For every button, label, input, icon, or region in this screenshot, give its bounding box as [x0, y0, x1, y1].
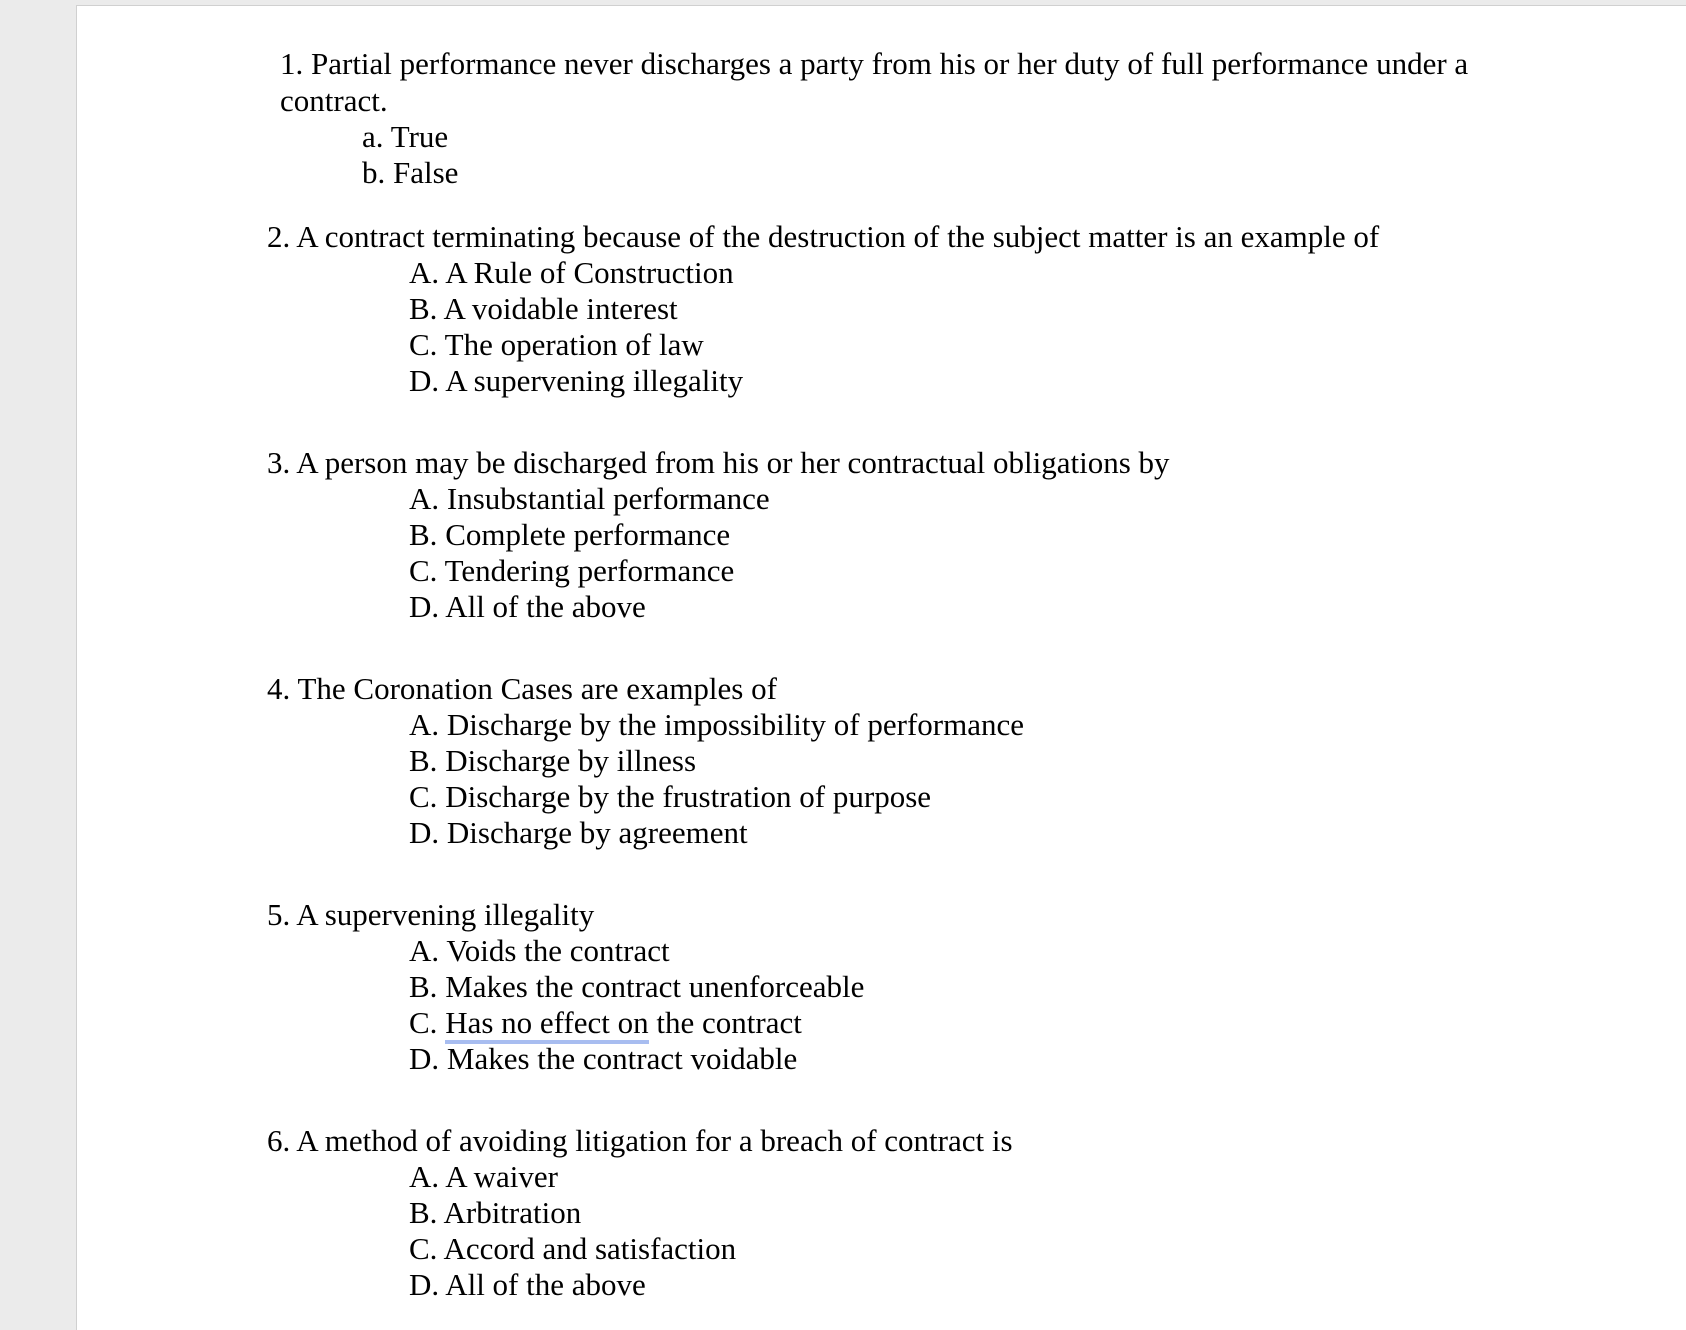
- option-b: B. A voidable interest: [409, 291, 678, 326]
- option-b: B. Complete performance: [409, 517, 731, 552]
- option-c: C. Accord and satisfaction: [409, 1231, 737, 1266]
- option-b: B. Discharge by illness: [409, 743, 697, 778]
- option-d: D. A supervening illegality: [409, 363, 744, 398]
- question-5-text: [77, 896, 1577, 933]
- question-number: 3.: [267, 445, 291, 480]
- option-a: A. Insubstantial performance: [409, 481, 770, 516]
- option-a: A. Discharge by the impossibility of performance: [409, 707, 1024, 742]
- option-b: b. False: [362, 155, 459, 190]
- option-d: D. Discharge by agreement: [409, 815, 748, 850]
- question-6: [77, 1122, 1577, 1303]
- question-3-text: [77, 444, 1577, 481]
- question-4-text: [77, 670, 1577, 707]
- question-stem: A person may be discharged from his or her contractual obligations by: [296, 445, 1170, 480]
- left-gutter: [0, 0, 76, 1330]
- question-number: 4.: [267, 671, 291, 706]
- question-3: [77, 444, 1577, 625]
- question-stem: The Coronation Cases are examples of: [297, 671, 777, 706]
- document-page[interactable]: [76, 5, 1686, 1330]
- question-number: 1.: [280, 46, 304, 81]
- option-b: B. Arbitration: [409, 1195, 582, 1230]
- option-d: D. All of the above: [409, 1267, 646, 1302]
- option-d: D. All of the above: [409, 589, 646, 624]
- option-d: D. Makes the contract voidable: [409, 1041, 798, 1076]
- option-a: a. True: [362, 119, 449, 154]
- question-1-text: [77, 45, 1580, 119]
- question-stem: A contract terminating because of the destruction of the subject matter is an example of: [296, 219, 1380, 254]
- question-stem: A method of avoiding litigation for a breach of contract is: [296, 1123, 1013, 1158]
- question-6-text: [77, 1122, 1577, 1159]
- question-stem: Partial performance never discharges a party from his or her duty of full performance under a contract.: [280, 46, 1469, 118]
- question-number: 6.: [267, 1123, 291, 1158]
- question-4: [77, 670, 1577, 851]
- question-5: [77, 896, 1577, 1077]
- option-c: C. The operation of law: [409, 327, 704, 362]
- question-number: 2.: [267, 219, 291, 254]
- grammar-suggestion-underline[interactable]: Has no effect on: [445, 1005, 648, 1044]
- option-c: C. Tendering performance: [409, 553, 735, 588]
- option-a: A. A waiver: [409, 1159, 558, 1194]
- question-stem: A supervening illegality: [296, 897, 595, 932]
- option-b: B. Makes the contract unenforceable: [409, 969, 865, 1004]
- option-a: A. A Rule of Construction: [409, 255, 734, 290]
- question-2-text: [77, 218, 1577, 255]
- option-c: C. Has no effect on the contract: [77, 1005, 1577, 1041]
- question-1: [77, 45, 1577, 191]
- question-number: 5.: [267, 897, 291, 932]
- option-c: C. Discharge by the frustration of purpose: [409, 779, 932, 814]
- question-2: [77, 218, 1577, 399]
- option-a: A. Voids the contract: [409, 933, 670, 968]
